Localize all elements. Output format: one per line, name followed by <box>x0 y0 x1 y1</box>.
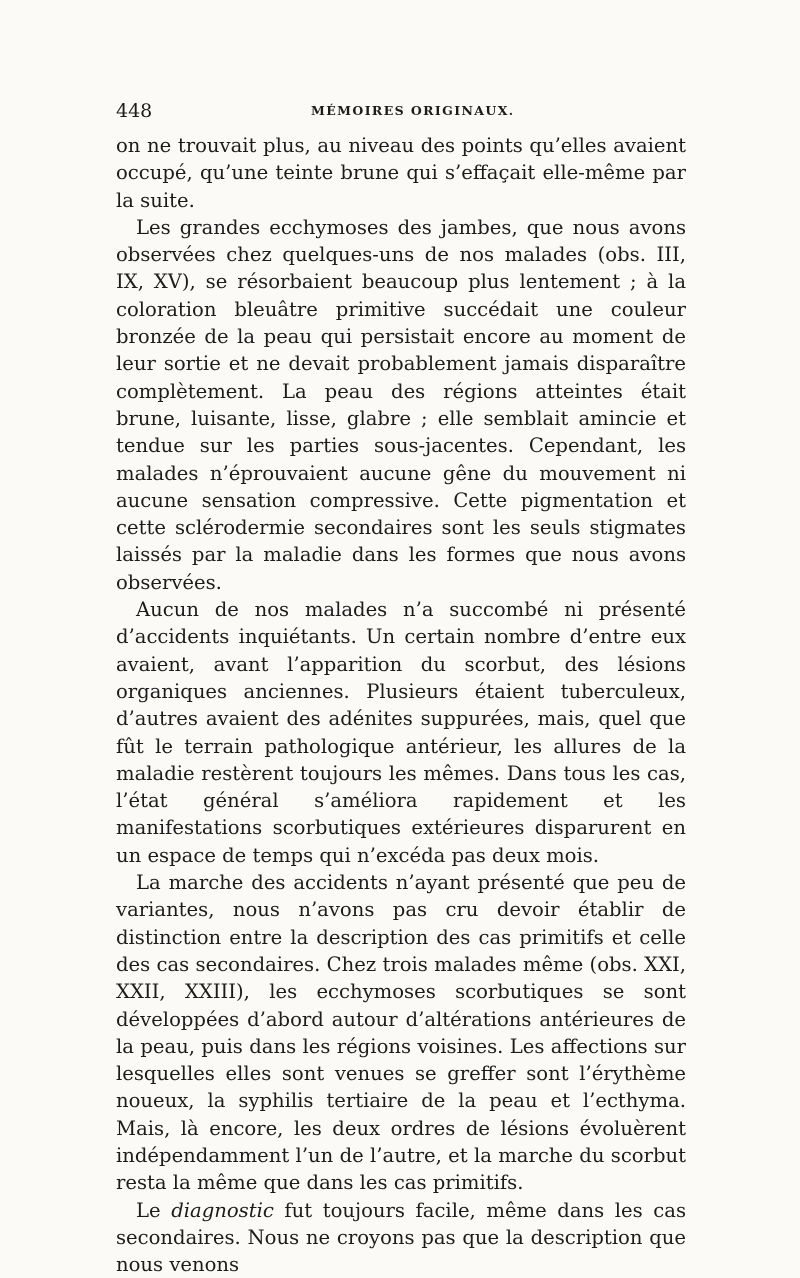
paragraph: La marche des accidents n’ayant présenté que peu de variantes, nous n’avons pas cru devoir établir de distinction entre la description des cas primitifs et celle des cas secondaires. Chez trois malades même (obs. XXI, XXII, XXIII), les ecchymoses scorbutiques se sont développées d’abord autour d’altérations antérieures de la peau, puis dans les régions voisines. Les affections sur lesquelles elles sont venues se greffer sont l’érythème noueux, la syphilis tertiaire de la peau et l’ecthyma. Mais, là encore, les deux ordres de lésions évoluèrent indépendamment l’un de l’autre, et la marche du scorbut resta la même que dans les cas primitifs. <box>116 871 686 1195</box>
paragraph-continued: on ne trouvait plus, au niveau des points qu’elles avaient occupé, qu’une teinte brune qui s’effaçait elle-même par la suite. <box>116 134 686 212</box>
paragraph-last <box>116 1197 686 1278</box>
document-page <box>116 100 686 1278</box>
text-run: fut toujours facile, même dans les cas secondaires. Nous ne croyons pas que la description que nous venons <box>116 1198 687 1277</box>
paragraph: Les grandes ecchymoses des jambes, que nous avons observées chez quelques-uns de nos malades (obs. III, IX, XV), se résorbaient beaucoup plus lentement ; à la coloration bleuâtre primitive succédait une couleur bronzée de la peau qui persistait encore au moment de leur sortie et ne devait probablement jamais disparaître complètement. La peau des régions atteintes était brune, luisante, lisse, glabre ; elle semblait amincie et tendue sur les parties sous-jacentes. Cependant, les malades n’éprouvaient aucune gêne du mouvement ni aucune sensation compressive. Cette pigmentation et cette sclérodermie secondaires sont les seuls stigmates laissés par la maladie dans les formes que nous avons observées. <box>116 215 686 594</box>
running-title: MÉMOIRES ORIGINAUX. <box>311 103 515 118</box>
body-text <box>116 132 686 1278</box>
text-run: Le <box>136 1198 172 1222</box>
paragraph: Aucun de nos malades n’a succombé ni présenté d’accidents inquiétants. Un certain nombre d’entre eux avaient, avant l’apparition du scorbut, des lésions organiques anciennes. Plusieurs étaient tuberculeux, d’autres avaient des adénites suppurées, mais, quel que fût le terrain pathologique antérieur, les allures de la maladie restèrent toujours les mêmes. Dans tous les cas, l’état général s’améliora rapidement et les manifestations scorbutiques extérieures disparurent en un espace de temps qui n’excéda pas deux mois. <box>116 598 686 867</box>
page-number: 448 <box>116 100 153 122</box>
italic-term: diagnostic <box>171 1198 274 1222</box>
running-header <box>116 100 686 130</box>
